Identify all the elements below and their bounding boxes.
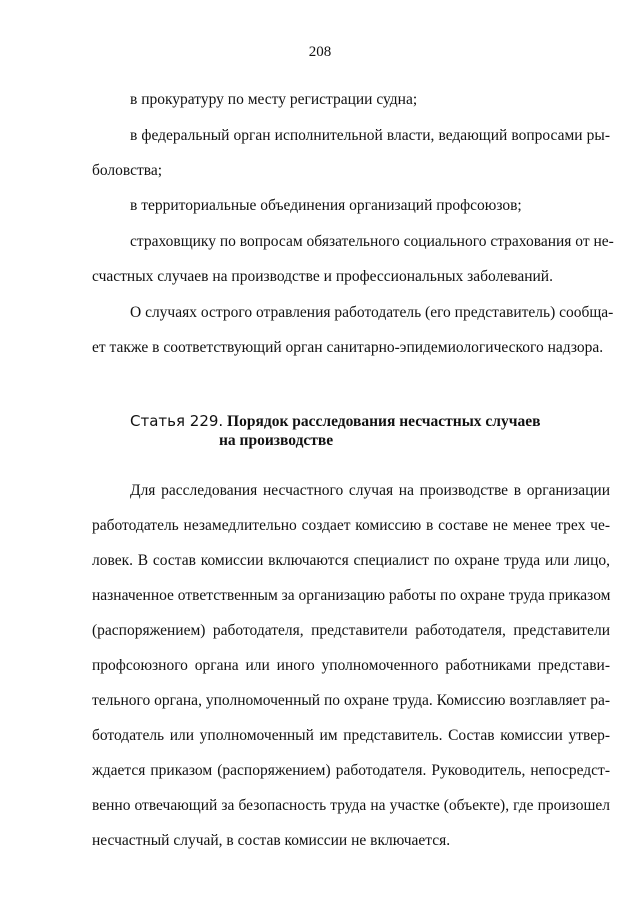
- list-item-prosecutor: в прокуратуру по месту регистрации судна;: [130, 91, 418, 108]
- body-paragraph-line3: ловек. В состав комиссии включаются специалист по охране труда или лицо,: [92, 552, 610, 569]
- body-paragraph-line1: Для расследования несчастного случая на производстве в организации: [130, 482, 610, 499]
- body-paragraph-line7: тельного органа, уполномоченный по охране труда. Комиссию возглавляет ра-: [92, 692, 610, 709]
- body-paragraph-line8: ботодатель или уполномоченный им представитель. Состав комиссии утвер-: [92, 727, 610, 744]
- body-paragraph-line10: венно отвечающий за безопасность труда на участке (объекте), где произошел: [92, 797, 610, 814]
- body-paragraph-line9: ждается приказом (распоряжением) работодателя. Руководитель, непосредст-: [92, 762, 610, 779]
- list-item-insurer-line1: страховщику по вопросам обязательного социального страхования от не-: [130, 233, 614, 250]
- body-paragraph-line11: несчастный случай, в состав комиссии не включается.: [92, 832, 451, 849]
- article-title-line1: Порядок расследования несчастных случаев: [227, 413, 541, 430]
- article-number: Статья 229.: [130, 412, 224, 430]
- list-item-insurer-line2: счастных случаев на производстве и профессиональных заболеваний.: [92, 268, 553, 285]
- body-paragraph-line4: назначенное ответственным за организацию работы по охране труда приказом: [92, 587, 611, 604]
- body-paragraph-line2: работодатель незамедлительно создает комиссию в составе не менее трех че-: [92, 517, 610, 534]
- page-number: 208: [308, 44, 332, 60]
- poisoning-paragraph-line2: ет также в соответствующий орган санитарно-эпидемиологического надзора.: [92, 339, 604, 356]
- list-item-fishery-line2: боловства;: [92, 162, 163, 179]
- body-paragraph-line5: (распоряжением) работодателя, представители работодателя, представители: [92, 622, 610, 639]
- list-item-fishery-line1: в федеральный орган исполнительной власти, ведающий вопросами ры-: [130, 127, 610, 144]
- poisoning-paragraph-line1: О случаях острого отравления работодатель (его представитель) сообща-: [130, 304, 614, 321]
- article-title-line2: на производстве: [219, 432, 334, 449]
- list-item-unions: в территориальные объединения организаций профсоюзов;: [130, 197, 522, 214]
- body-paragraph-line6: профсоюзного органа или иного уполномоченного работниками представи-: [92, 657, 610, 674]
- article-heading: [130, 412, 540, 431]
